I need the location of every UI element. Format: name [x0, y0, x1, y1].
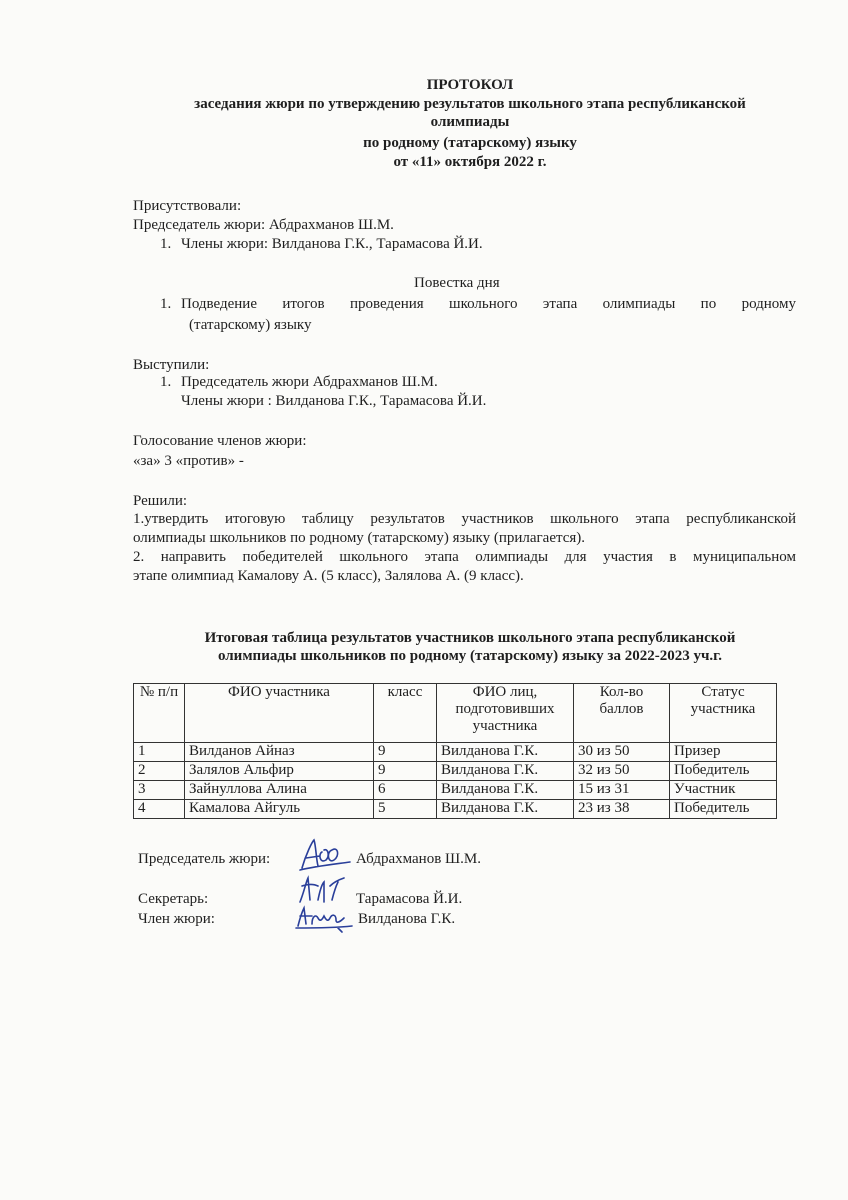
document-subtitle-line2: олимпиады	[430, 114, 510, 130]
decision-item2-line1: 2. направить победителей школьного этапа олимпиады для участия в муниципальном	[133, 549, 796, 565]
cell-number: 1	[134, 743, 185, 762]
secretary-name: Тарамасова Й.И.	[356, 891, 463, 907]
decision-item1-line2: олимпиады школьников по родному (татарскому) языку (прилагается).	[133, 530, 586, 546]
cell-status: Победитель	[670, 800, 777, 819]
results-table	[133, 683, 777, 819]
table-row	[134, 800, 777, 819]
cell-status: Участник	[670, 781, 777, 800]
voting-heading: Голосование членов жюри:	[133, 433, 307, 449]
cell-score: 30 из 50	[574, 743, 670, 762]
table-row	[134, 781, 777, 800]
present-members: Члены жюри: Вилданова Г.К., Тарамасова Й.И.	[181, 236, 483, 252]
results-header-row	[134, 684, 777, 743]
column-header-name: ФИО участника	[185, 684, 374, 743]
agenda-item-line2: (татарскому) языку	[189, 317, 312, 333]
document-date: от «11» октября 2022 г.	[393, 154, 547, 170]
cell-score: 15 из 31	[574, 781, 670, 800]
results-title-line1: Итоговая таблица результатов участников школьного этапа республиканской	[204, 630, 736, 646]
chairman-label: Председатель жюри:	[138, 851, 271, 867]
cell-name: Залялов Альфир	[185, 762, 374, 781]
member-signature	[290, 898, 356, 934]
member-name: Вилданова Г.К.	[358, 911, 456, 927]
document-title: ПРОТОКОЛ	[426, 77, 514, 93]
speakers-number: 1.	[160, 374, 172, 390]
chairman-signature	[296, 836, 354, 876]
speakers-chairman: Председатель жюри Абдрахманов Ш.М.	[181, 374, 438, 390]
cell-teacher: Вилданова Г.К.	[437, 743, 574, 762]
decision-item1-line1: 1.утвердить итоговую таблицу результатов участников школьного этапа республиканской	[133, 511, 796, 527]
voting-result: «за» 3 «против» -	[133, 453, 244, 469]
present-chairman: Председатель жюри: Абдрахманов Ш.М.	[133, 217, 394, 233]
column-header-grade: класс	[374, 684, 437, 743]
cell-teacher: Вилданова Г.К.	[437, 781, 574, 800]
agenda-item-line1: Подведение итогов проведения школьного этапа олимпиады по родному	[181, 296, 796, 312]
cell-grade: 6	[374, 781, 437, 800]
table-row	[134, 762, 777, 781]
present-heading: Присутствовали:	[133, 198, 242, 214]
column-header-score: Кол-во баллов	[574, 684, 670, 743]
cell-name: Вилданов Айназ	[185, 743, 374, 762]
document-subtitle-line1: заседания жюри по утверждению результатов школьного этапа республиканской	[194, 96, 746, 112]
present-members-number: 1.	[160, 236, 172, 252]
cell-name: Камалова Айгуль	[185, 800, 374, 819]
cell-teacher: Вилданова Г.К.	[437, 762, 574, 781]
cell-score: 23 из 38	[574, 800, 670, 819]
cell-score: 32 из 50	[574, 762, 670, 781]
table-row	[134, 743, 777, 762]
cell-number: 2	[134, 762, 185, 781]
column-header-status: Статус участника	[670, 684, 777, 743]
speakers-heading: Выступили:	[133, 357, 210, 373]
cell-grade: 5	[374, 800, 437, 819]
results-title-line2: олимпиады школьников по родному (татарскому) языку за 2022-2023 уч.г.	[217, 648, 723, 664]
cell-grade: 9	[374, 762, 437, 781]
column-header-number: № п/п	[134, 684, 185, 743]
column-header-teacher: ФИО лиц, подготовивших участника	[437, 684, 574, 743]
cell-number: 4	[134, 800, 185, 819]
cell-status: Призер	[670, 743, 777, 762]
cell-status: Победитель	[670, 762, 777, 781]
member-label: Член жюри:	[138, 911, 215, 927]
document-subtitle-line3: по родному (татарскому) языку	[363, 135, 577, 151]
decision-heading: Решили:	[133, 493, 188, 509]
chairman-name: Абдрахманов Ш.М.	[356, 851, 481, 867]
cell-name: Зайнуллова Алина	[185, 781, 374, 800]
agenda-item-number: 1.	[160, 296, 172, 312]
cell-teacher: Вилданова Г.К.	[437, 800, 574, 819]
speakers-members: Члены жюри : Вилданова Г.К., Тарамасова Й.И.	[181, 393, 487, 409]
cell-grade: 9	[374, 743, 437, 762]
agenda-heading: Повестка дня	[414, 275, 500, 291]
decision-item2-line2: этапе олимпиад Камалову А. (5 класс), Залялова А. (9 класс).	[133, 568, 524, 584]
cell-number: 3	[134, 781, 185, 800]
secretary-label: Секретарь:	[138, 891, 209, 907]
